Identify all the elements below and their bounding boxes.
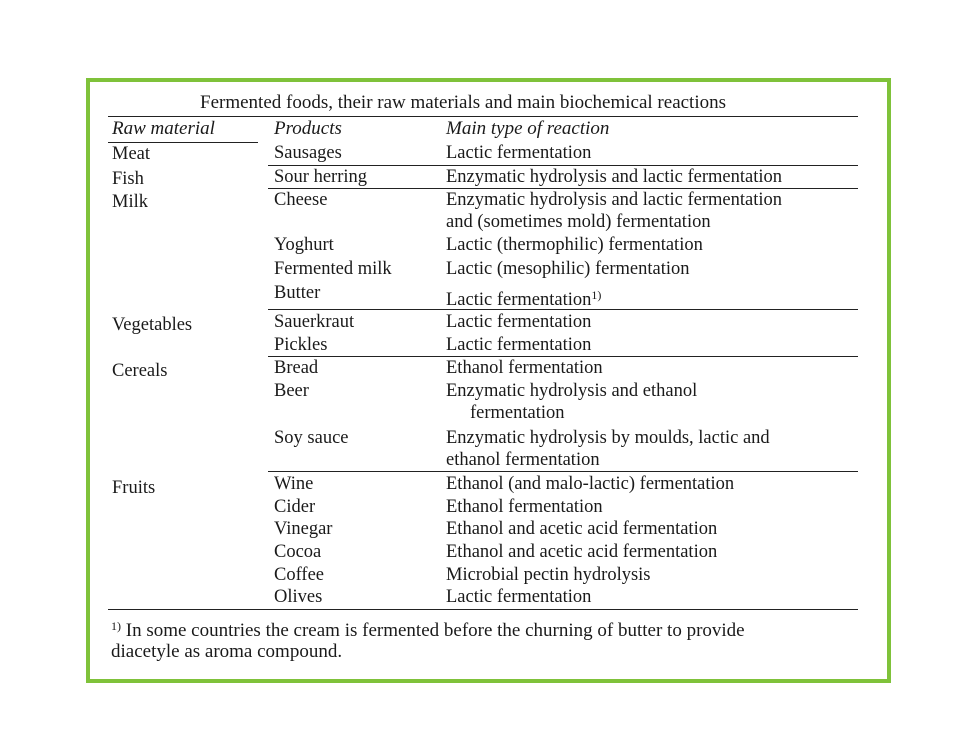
reaction-bread: Ethanol fermentation xyxy=(446,358,603,378)
reaction-soy-sauce-line1: Enzymatic hydrolysis by moulds, lactic and xyxy=(446,428,770,448)
reaction-sauerkraut: Lactic fermentation xyxy=(446,312,592,332)
raw-material-fish: Fish xyxy=(112,169,144,189)
reaction-beer-line1: Enzymatic hydrolysis and ethanol xyxy=(446,381,698,401)
reaction-cocoa: Ethanol and acetic acid fermentation xyxy=(446,542,718,562)
reaction-beer-line2: fermentation xyxy=(470,403,565,423)
table-bottom-rule xyxy=(108,609,858,610)
reaction-fermented-milk: Lactic (mesophilic) fermentation xyxy=(446,259,690,279)
reaction-wine: Ethanol (and malo-lactic) fermentation xyxy=(446,474,735,494)
reaction-pickles: Lactic fermentation xyxy=(446,335,592,355)
product-olives: Olives xyxy=(274,587,323,607)
raw-material-meat: Meat xyxy=(112,144,151,164)
reaction-coffee: Microbial pectin hydrolysis xyxy=(446,565,651,585)
header-reaction: Main type of reaction xyxy=(446,118,610,139)
product-coffee: Coffee xyxy=(274,565,324,585)
reaction-sour-herring: Enzymatic hydrolysis and lactic fermentation xyxy=(446,167,782,187)
header-products: Products xyxy=(274,118,342,139)
product-wine: Wine xyxy=(274,474,314,494)
raw-material-vegetables: Vegetables xyxy=(112,315,193,335)
reaction-butter-text: Lactic fermentation xyxy=(446,290,592,310)
reaction-cheese-line1: Enzymatic hydrolysis and lactic fermentation xyxy=(446,190,782,210)
product-cider: Cider xyxy=(274,497,316,517)
raw-material-milk: Milk xyxy=(112,192,148,212)
footnote-marker: 1) xyxy=(111,619,121,633)
raw-material-fruits: Fruits xyxy=(112,478,156,498)
reaction-cider: Ethanol fermentation xyxy=(446,497,603,517)
title-rule xyxy=(108,116,858,117)
table-title: Fermented foods, their raw materials and main biochemical reactions xyxy=(200,92,727,113)
header-raw-material: Raw material xyxy=(112,118,215,139)
product-cheese: Cheese xyxy=(274,190,328,210)
product-sour-herring: Sour herring xyxy=(274,167,367,187)
product-vinegar: Vinegar xyxy=(274,519,333,539)
raw-material-cereals: Cereals xyxy=(112,361,168,381)
group-rule xyxy=(268,309,858,310)
product-soy-sauce: Soy sauce xyxy=(274,428,349,448)
product-sauerkraut: Sauerkraut xyxy=(274,312,355,332)
footnote-line1 xyxy=(111,614,745,643)
reaction-cheese-line2: and (sometimes mold) fermentation xyxy=(446,212,711,232)
reaction-sausages: Lactic fermentation xyxy=(446,143,592,163)
reaction-soy-sauce-line2: ethanol fermentation xyxy=(446,450,600,470)
product-pickles: Pickles xyxy=(274,335,328,355)
product-fermented-milk: Fermented milk xyxy=(274,259,392,279)
product-cocoa: Cocoa xyxy=(274,542,322,562)
reaction-olives: Lactic fermentation xyxy=(446,587,592,607)
product-beer: Beer xyxy=(274,381,309,401)
product-butter: Butter xyxy=(274,283,321,303)
reaction-vinegar: Ethanol and acetic acid fermentation xyxy=(446,519,718,539)
product-yoghurt: Yoghurt xyxy=(274,235,334,255)
product-sausages: Sausages xyxy=(274,143,342,163)
footnote-ref: 1) xyxy=(591,288,602,302)
product-bread: Bread xyxy=(274,358,319,378)
group-rule xyxy=(268,471,858,472)
footnote-text-1: In some countries the cream is fermented before the churning of butter to provide xyxy=(121,620,745,641)
reaction-butter xyxy=(446,284,601,311)
footnote-line2: diacetyle as aroma compound. xyxy=(111,641,343,662)
reaction-yoghurt: Lactic (thermophilic) fermentation xyxy=(446,235,703,255)
